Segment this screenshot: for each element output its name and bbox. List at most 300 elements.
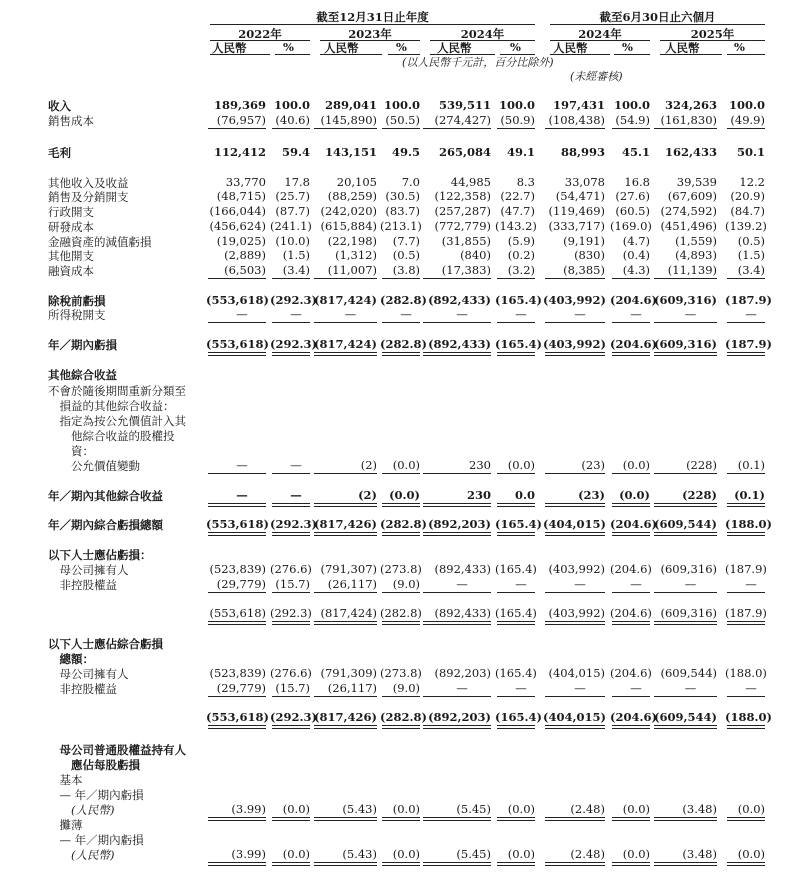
amount-cell: (29,779) <box>216 577 266 591</box>
amount-cell: (161,830) <box>660 113 717 127</box>
year-header: 2024年 <box>578 27 622 41</box>
percent-cell: — <box>745 681 757 695</box>
percent-cell: (0.0) <box>507 802 535 816</box>
row-label: 攤薄 <box>48 818 83 832</box>
single-rule <box>545 592 605 593</box>
percent-cell: (165.4) <box>495 666 537 680</box>
amount-cell: (3.48) <box>682 847 717 861</box>
amount-cell: (892,203) <box>428 710 491 724</box>
single-rule <box>382 473 420 474</box>
percent-cell: (0.0) <box>392 802 420 816</box>
single-rule <box>497 322 535 323</box>
percent-cell: (169.0) <box>610 219 652 233</box>
percent-cell: (292.3) <box>270 517 317 531</box>
col-rmb: 人民幣 <box>665 41 700 55</box>
percent-cell: (10.0) <box>275 234 310 248</box>
percent-cell: (204.6) <box>610 710 657 724</box>
double-rule <box>314 817 377 821</box>
percent-cell: — <box>745 577 757 591</box>
double-rule <box>654 862 717 866</box>
percent-cell: (204.6) <box>610 562 652 576</box>
single-rule <box>272 322 310 323</box>
amount-cell: (609,316) <box>660 562 717 576</box>
double-rule <box>612 532 650 536</box>
amount-cell: (817,424) <box>314 293 377 307</box>
amount-cell: 112,412 <box>213 145 266 159</box>
percent-cell: (60.5) <box>615 204 650 218</box>
single-rule <box>612 592 650 593</box>
percent-cell: (282.8) <box>380 337 427 351</box>
amount-cell: 143,151 <box>324 145 377 159</box>
double-rule <box>423 352 491 356</box>
double-rule <box>545 862 605 866</box>
percent-cell: (22.7) <box>500 189 535 203</box>
percent-cell: (204.6) <box>610 337 657 351</box>
row-label: 以下人士應佔虧損： <box>48 548 152 562</box>
single-rule <box>272 592 310 593</box>
percent-cell: (0.0) <box>507 458 535 472</box>
double-rule <box>272 352 310 356</box>
double-rule <box>497 621 535 625</box>
single-rule <box>654 592 717 593</box>
percent-cell: (0.0) <box>282 802 310 816</box>
amount-cell: 162,433 <box>664 145 717 159</box>
single-rule <box>314 592 377 593</box>
percent-cell: (27.6) <box>615 189 650 203</box>
percent-cell: (165.4) <box>495 562 537 576</box>
col-underline <box>660 54 722 55</box>
row-label: 以下人士應佔綜合虧損 <box>48 637 163 651</box>
single-rule <box>314 322 377 323</box>
single-rule <box>382 128 420 129</box>
percent-cell: (4.3) <box>622 263 650 277</box>
single-rule <box>382 592 420 593</box>
single-rule <box>423 278 491 279</box>
double-rule <box>612 817 650 821</box>
amount-cell: — <box>456 577 468 591</box>
amount-cell: (8,385) <box>563 263 605 277</box>
double-rule <box>545 621 605 625</box>
row-label: 年／期內綜合虧損總額 <box>48 518 163 532</box>
single-rule <box>423 696 491 697</box>
amount-cell: (3.99) <box>231 847 266 861</box>
percent-cell: (0.0) <box>737 802 765 816</box>
amount-cell: (403,992) <box>548 606 605 620</box>
amount-cell: (892,433) <box>434 606 491 620</box>
single-rule <box>208 696 266 697</box>
row-label: 損益的其他綜合收益： <box>48 399 175 413</box>
amount-cell: (5.43) <box>342 802 377 816</box>
single-rule <box>727 473 765 474</box>
double-rule <box>654 503 717 507</box>
double-rule <box>497 862 535 866</box>
amount-cell: 197,431 <box>552 98 605 112</box>
row-label: 銷售成本 <box>48 114 94 128</box>
single-rule <box>497 278 535 279</box>
percent-cell: (4.7) <box>622 234 650 248</box>
year-header: 2023年 <box>348 27 392 41</box>
double-rule <box>497 817 535 821</box>
amount-cell: — <box>574 307 586 321</box>
single-rule <box>654 473 717 474</box>
percent-cell: (20.9) <box>730 189 765 203</box>
double-rule <box>497 503 535 507</box>
group-header-annual: 截至12月31日止年度 <box>316 10 429 24</box>
amount-cell: (609,316) <box>660 606 717 620</box>
amount-cell: — <box>456 307 468 321</box>
single-rule <box>272 278 310 279</box>
double-rule <box>545 532 605 536</box>
amount-cell: (5.45) <box>456 802 491 816</box>
amount-cell: (122,358) <box>434 189 491 203</box>
double-rule <box>208 725 266 729</box>
percent-cell: 16.8 <box>624 175 650 189</box>
amount-cell: (403,992) <box>543 337 606 351</box>
amount-cell: (23) <box>578 488 605 502</box>
amount-cell: 39,539 <box>676 175 717 189</box>
percent-cell: (143.2) <box>495 219 537 233</box>
percent-cell: (40.6) <box>275 113 310 127</box>
amount-cell: (404,015) <box>543 517 606 531</box>
double-rule <box>314 725 377 729</box>
amount-cell: (609,544) <box>660 666 717 680</box>
amount-cell: (615,884) <box>320 219 377 233</box>
double-rule <box>208 817 266 821</box>
col-underline <box>550 54 610 55</box>
percent-cell: (54.9) <box>615 113 650 127</box>
double-rule <box>497 725 535 729</box>
single-rule <box>654 128 717 129</box>
amount-cell: (26,117) <box>327 577 377 591</box>
amount-cell: (523,839) <box>209 666 266 680</box>
percent-cell: (188.0) <box>725 517 772 531</box>
amount-cell: (892,433) <box>428 337 491 351</box>
double-rule <box>314 352 377 356</box>
percent-cell: (165.4) <box>495 710 542 724</box>
double-rule <box>545 817 605 821</box>
percent-cell: 12.2 <box>739 175 765 189</box>
percent-cell: (0.2) <box>507 248 535 262</box>
col-rmb: 人民幣 <box>324 41 359 55</box>
row-label: 其他綜合收益 <box>48 368 117 382</box>
amount-cell: — <box>684 681 697 695</box>
year-header: 2022年 <box>238 27 282 41</box>
double-rule <box>727 862 765 866</box>
year-header: 2024年 <box>460 27 505 41</box>
col-pct: % <box>622 40 633 54</box>
row-label: 應佔每股虧損 <box>48 758 140 772</box>
row-label: 金融資產的減值虧損 <box>48 235 152 249</box>
group-underline <box>210 24 535 25</box>
percent-cell: (165.4) <box>495 337 542 351</box>
amount-cell: 33,078 <box>564 175 605 189</box>
amount-cell: (242,020) <box>320 204 377 218</box>
percent-cell: — <box>290 488 302 502</box>
percent-cell: (15.7) <box>275 681 310 695</box>
amount-cell: (892,203) <box>434 666 491 680</box>
percent-cell: (165.4) <box>495 517 542 531</box>
percent-cell: 49.5 <box>391 145 420 159</box>
amount-cell: (817,426) <box>314 710 377 724</box>
single-rule <box>382 696 420 697</box>
percent-cell: (0.0) <box>737 847 765 861</box>
percent-cell: — <box>290 307 302 321</box>
percent-cell: 8.3 <box>516 175 535 189</box>
percent-cell: (84.7) <box>730 204 765 218</box>
double-rule <box>545 725 605 729</box>
row-label: 除稅前虧損 <box>48 294 106 308</box>
double-rule <box>314 621 377 625</box>
percent-cell: (188.0) <box>725 666 767 680</box>
double-rule <box>423 725 491 729</box>
amount-cell: — <box>236 458 248 472</box>
double-rule <box>272 503 310 507</box>
amount-cell: (817,426) <box>314 517 377 531</box>
amount-cell: — <box>574 681 586 695</box>
double-rule <box>314 503 377 507</box>
double-rule <box>612 862 650 866</box>
double-rule <box>208 532 266 536</box>
amount-cell: (817,424) <box>320 606 377 620</box>
percent-cell: (0.1) <box>737 458 765 472</box>
percent-cell: (282.8) <box>380 606 422 620</box>
row-label: 不會於隨後期間重新分類至 <box>48 384 186 398</box>
percent-cell: (0.0) <box>622 847 650 861</box>
percent-cell: — <box>515 681 527 695</box>
row-label: 所得稅開支 <box>48 308 106 322</box>
percent-cell: (7.7) <box>392 234 420 248</box>
percent-cell: (0.5) <box>392 248 420 262</box>
percent-cell: (0.0) <box>619 488 650 502</box>
percent-cell: 100.0 <box>498 98 535 112</box>
single-rule <box>612 696 650 697</box>
row-label: 其他收入及收益 <box>48 176 129 190</box>
double-rule <box>382 725 420 729</box>
col-underline <box>210 54 270 55</box>
amount-cell: (119,469) <box>548 204 605 218</box>
double-rule <box>272 725 310 729</box>
percent-cell: (276.6) <box>270 666 312 680</box>
amount-cell: — <box>456 681 468 695</box>
percent-cell: (187.9) <box>725 293 772 307</box>
row-label: — 年／期內虧損 <box>48 833 144 847</box>
percent-cell: (204.6) <box>610 293 657 307</box>
percent-cell: 50.1 <box>736 145 765 159</box>
percent-cell: (165.4) <box>495 293 542 307</box>
double-rule <box>382 621 420 625</box>
percent-cell: (204.6) <box>610 606 652 620</box>
amount-cell: 289,041 <box>324 98 377 112</box>
percent-cell: — <box>290 458 302 472</box>
single-rule <box>654 278 717 279</box>
amount-cell: (108,438) <box>548 113 605 127</box>
percent-cell: 100.0 <box>613 98 650 112</box>
percent-cell: (25.7) <box>275 189 310 203</box>
row-label: 年／期內其他綜合收益 <box>48 489 163 503</box>
amount-cell: (892,433) <box>434 562 491 576</box>
percent-cell: (0.0) <box>622 458 650 472</box>
amount-cell: (88,259) <box>327 189 377 203</box>
amount-cell: (333,717) <box>548 219 605 233</box>
single-rule <box>654 322 717 323</box>
percent-cell: (282.8) <box>380 517 427 531</box>
amount-cell: (3.99) <box>231 802 266 816</box>
percent-cell: (139.2) <box>725 219 767 233</box>
double-rule <box>727 725 765 729</box>
amount-cell: (403,992) <box>543 293 606 307</box>
percent-cell: (187.9) <box>725 337 772 351</box>
single-rule <box>208 473 266 474</box>
amount-cell: (31,855) <box>441 234 491 248</box>
amount-cell: (5.43) <box>342 847 377 861</box>
row-label: 母公司擁有人 <box>48 667 129 681</box>
amount-cell: (274,427) <box>434 113 491 127</box>
double-rule <box>612 352 650 356</box>
amount-cell: (23) <box>581 458 605 472</box>
amount-cell: (76,957) <box>216 113 266 127</box>
amount-cell: (228) <box>682 488 717 502</box>
double-rule <box>208 621 266 625</box>
amount-cell: (892,433) <box>428 293 491 307</box>
amount-cell: 230 <box>469 458 491 472</box>
amount-cell: (166,044) <box>209 204 266 218</box>
amount-cell: (791,309) <box>320 666 377 680</box>
col-rmb: 人民幣 <box>212 41 247 55</box>
percent-cell: (292.3) <box>270 606 312 620</box>
row-label: 融資成本 <box>48 264 94 278</box>
amount-cell: (3.48) <box>682 802 717 816</box>
percent-cell: (3.4) <box>737 263 765 277</box>
group-header-interim: 截至6月30日止六個月 <box>599 10 716 24</box>
single-rule <box>208 128 266 129</box>
col-underline <box>275 54 310 55</box>
row-label: 研發成本 <box>48 220 94 234</box>
single-rule <box>497 128 535 129</box>
amount-cell: — <box>236 488 248 502</box>
percent-cell: (241.1) <box>270 219 312 233</box>
double-rule <box>612 725 650 729</box>
row-label: — 年／期內虧損 <box>48 788 144 802</box>
double-rule <box>382 862 420 866</box>
amount-cell: (19,025) <box>216 234 266 248</box>
amount-cell: — <box>684 577 697 591</box>
percent-cell: (5.9) <box>507 234 535 248</box>
percent-cell: (3.4) <box>282 263 310 277</box>
row-label: 行政開支 <box>48 205 94 219</box>
row-label: 基本 <box>48 773 83 787</box>
percent-cell: (188.0) <box>725 710 772 724</box>
amount-cell: (609,544) <box>654 710 717 724</box>
amount-cell: (145,890) <box>320 113 377 127</box>
amount-cell: (892,203) <box>428 517 491 531</box>
single-rule <box>654 696 717 697</box>
amount-cell: (6,503) <box>224 263 266 277</box>
col-rmb: 人民幣 <box>437 41 472 55</box>
single-rule <box>545 696 605 697</box>
double-rule <box>314 532 377 536</box>
unit-note: (以人民幣千元計，百分比除外) <box>402 56 554 69</box>
percent-cell: 49.1 <box>506 145 535 159</box>
percent-cell: (292.3) <box>270 710 317 724</box>
single-rule <box>382 278 420 279</box>
double-rule <box>654 817 717 821</box>
amount-cell: (523,839) <box>209 562 266 576</box>
percent-cell: (0.1) <box>734 488 765 502</box>
percent-cell: (0.0) <box>392 847 420 861</box>
year-header: 2025年 <box>690 27 735 41</box>
single-rule <box>497 696 535 697</box>
amount-cell: (17,383) <box>441 263 491 277</box>
single-rule <box>612 278 650 279</box>
amount-cell: (553,618) <box>206 293 269 307</box>
amount-cell: (553,618) <box>209 606 266 620</box>
percent-cell: 100.0 <box>273 98 310 112</box>
amount-cell: (2.48) <box>570 802 605 816</box>
amount-cell: 230 <box>466 488 491 502</box>
amount-cell: (4,893) <box>675 248 717 262</box>
double-rule <box>727 817 765 821</box>
col-underline <box>614 54 650 55</box>
amount-cell: (404,015) <box>543 710 606 724</box>
double-rule <box>382 352 420 356</box>
percent-cell: (49.9) <box>730 113 765 127</box>
amount-cell: 33,770 <box>225 175 266 189</box>
double-rule <box>272 532 310 536</box>
percent-cell: (273.8) <box>380 666 422 680</box>
double-rule <box>654 352 717 356</box>
amount-cell: (772,779) <box>434 219 491 233</box>
percent-cell: (0.0) <box>389 488 420 502</box>
amount-cell: (791,307) <box>320 562 377 576</box>
percent-cell: (50.9) <box>500 113 535 127</box>
double-rule <box>423 862 491 866</box>
double-rule <box>272 862 310 866</box>
percent-cell: (282.8) <box>380 710 427 724</box>
row-label: 母公司普通股權益持有人 <box>48 743 186 757</box>
row-label: (人民幣) <box>48 848 115 862</box>
percent-cell: (187.9) <box>725 606 767 620</box>
amount-cell: 88,993 <box>560 145 605 159</box>
percent-cell: — <box>400 307 412 321</box>
percent-cell: (292.3) <box>270 293 317 307</box>
double-rule <box>382 532 420 536</box>
double-rule <box>654 532 717 536</box>
double-rule <box>727 532 765 536</box>
percent-cell: (0.0) <box>507 847 535 861</box>
percent-cell: 17.8 <box>284 175 310 189</box>
single-rule <box>545 473 605 474</box>
amount-cell: 20,105 <box>336 175 377 189</box>
single-rule <box>314 696 377 697</box>
double-rule <box>654 725 717 729</box>
unaudited-note: (未經審核) <box>570 70 623 83</box>
percent-cell: (204.6) <box>610 517 657 531</box>
double-rule <box>314 862 377 866</box>
row-label: 資： <box>48 444 94 458</box>
percent-cell: 100.0 <box>728 98 765 112</box>
double-rule <box>612 503 650 507</box>
amount-cell: — <box>684 307 697 321</box>
double-rule <box>612 621 650 625</box>
percent-cell: 7.0 <box>401 175 420 189</box>
row-label: 非控股權益 <box>48 578 117 592</box>
single-rule <box>497 473 535 474</box>
row-label: (人民幣) <box>48 803 115 817</box>
double-rule <box>382 503 420 507</box>
double-rule <box>423 621 491 625</box>
amount-cell: — <box>574 577 586 591</box>
percent-cell: — <box>745 307 757 321</box>
